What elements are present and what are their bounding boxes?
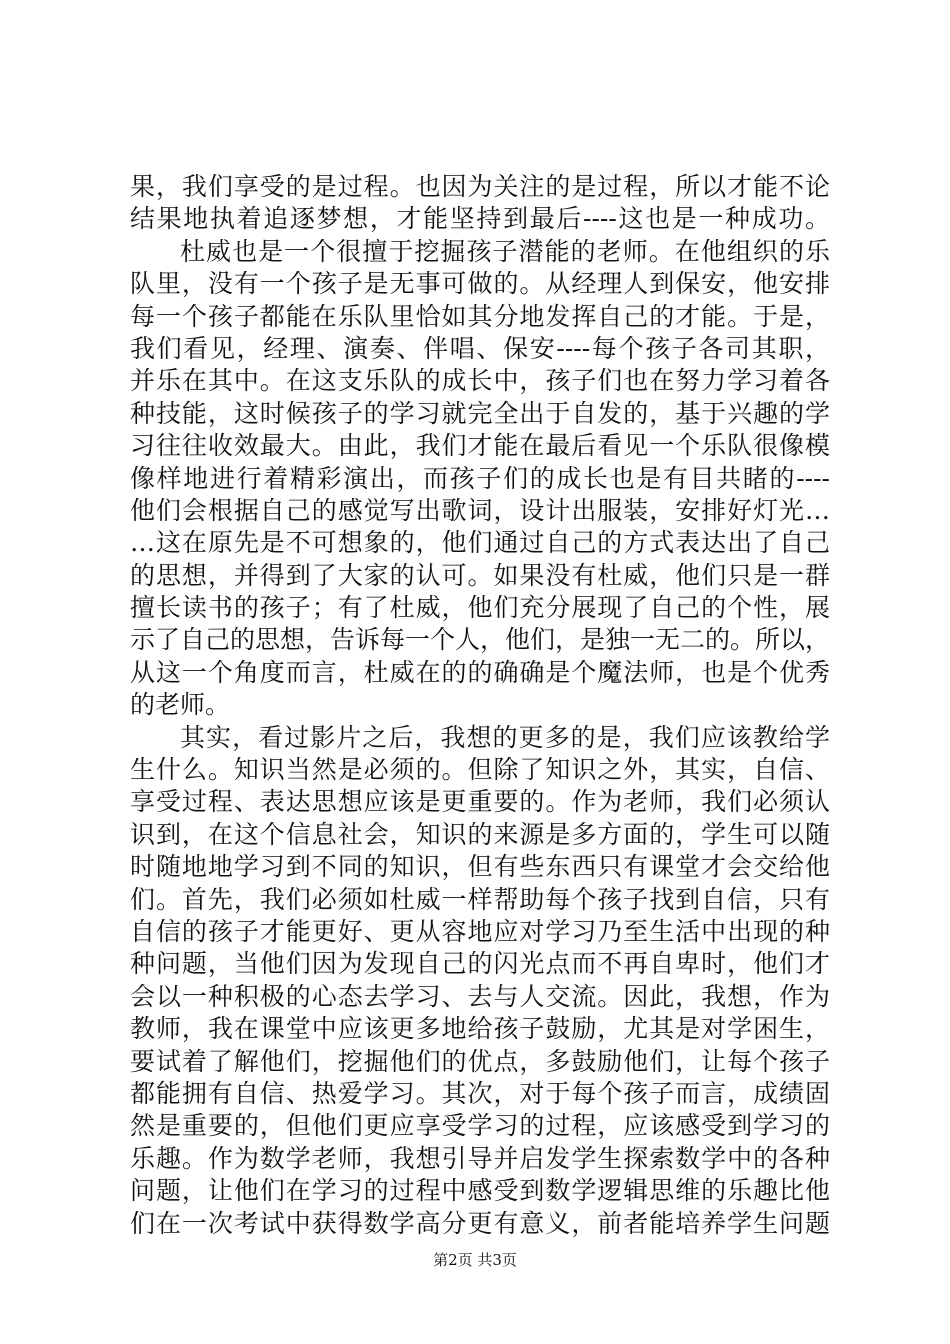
text-line: 自信的孩子才能更好、更从容地应对学习乃至生活中出现的种	[130, 916, 830, 946]
text-line: 他们会根据自己的感觉写出歌词，设计出服装，安排好灯光…	[130, 495, 830, 525]
text-line: 种问题，当他们因为发现自己的闪光点而不再自卑时，他们才	[130, 949, 830, 979]
text-line: 的思想，并得到了大家的认可。如果没有杜威，他们只是一群	[130, 560, 830, 590]
text-line: …这在原先是不可想象的，他们通过自己的方式表达出了自己	[130, 528, 830, 558]
text-line: 要试着了解他们，挖掘他们的优点，多鼓励他们，让每个孩子	[130, 1046, 830, 1076]
text-line: 习往往收效最大。由此，我们才能在最后看见一个乐队很像模	[130, 431, 830, 461]
text-line: 会以一种积极的心态去学习、去与人交流。因此，我想，作为	[130, 981, 830, 1011]
text-line: 们。首先，我们必须如杜威一样帮助每个孩子找到自信，只有	[130, 884, 830, 914]
text-line: 示了自己的思想，告诉每一个人，他们，是独一无二的。所以，	[130, 625, 831, 655]
page-number-label: 第2页 共3页	[433, 1251, 517, 1269]
text-line: 乐趣。作为数学老师，我想引导并启发学生探索数学中的各种	[130, 1143, 830, 1173]
text-line: 享受过程、表达思想应该是更重要的。作为老师，我们必须认	[130, 787, 830, 817]
text-line: 生什么。知识当然是必须的。但除了知识之外，其实，自信、	[130, 755, 830, 785]
text-line: 擅长读书的孩子；有了杜威，他们充分展现了自己的个性，展	[130, 593, 830, 623]
text-line: 们在一次考试中获得数学高分更有意义，前者能培养学生问题	[130, 1208, 830, 1238]
text-line: 我们看见，经理、演奏、伴唱、保安----每个孩子各司其职，	[130, 333, 830, 363]
text-line: 队里，没有一个孩子是无事可做的。从经理人到保安，他安排	[130, 269, 830, 299]
text-line: 其实，看过影片之后，我想的更多的是，我们应该教给学	[180, 722, 830, 752]
text-line: 每一个孩子都能在乐队里恰如其分地发挥自己的才能。于是，	[130, 301, 830, 331]
text-line: 果，我们享受的是过程。也因为关注的是过程，所以才能不论	[130, 172, 830, 201]
text-line: 杜威也是一个很擅于挖掘孩子潜能的老师。在他组织的乐	[180, 236, 830, 266]
text-line: 并乐在其中。在这支乐队的成长中，孩子们也在努力学习着各	[130, 366, 830, 396]
text-line: 种技能，这时候孩子的学习就完全出于自发的，基于兴趣的学	[130, 398, 830, 428]
text-line: 结果地执着追逐梦想，才能坚持到最后----这也是一种成功。	[130, 204, 830, 234]
page-footer	[0, 1250, 950, 1270]
text-line: 识到，在这个信息社会，知识的来源是多方面的，学生可以随	[130, 819, 830, 849]
document-body	[130, 171, 830, 1240]
text-line: 从这一个角度而言，杜威在的的确确是个魔法师，也是个优秀	[130, 657, 830, 687]
text-line: 时随地地学习到不同的知识，但有些东西只有课堂才会交给他	[130, 852, 830, 882]
text-line: 的老师。	[130, 690, 231, 720]
text-line: 教师，我在课堂中应该更多地给孩子鼓励，尤其是对学困生，	[130, 1014, 830, 1044]
text-line: 问题，让他们在学习的过程中感受到数学逻辑思维的乐趣比他	[130, 1176, 830, 1206]
text-line: 都能拥有自信、热爱学习。其次，对于每个孩子而言，成绩固	[130, 1078, 830, 1108]
text-line: 像样地进行着精彩演出，而孩子们的成长也是有目共睹的----	[130, 463, 830, 493]
text-line: 然是重要的，但他们更应享受学习的过程，应该感受到学习的	[130, 1111, 830, 1141]
